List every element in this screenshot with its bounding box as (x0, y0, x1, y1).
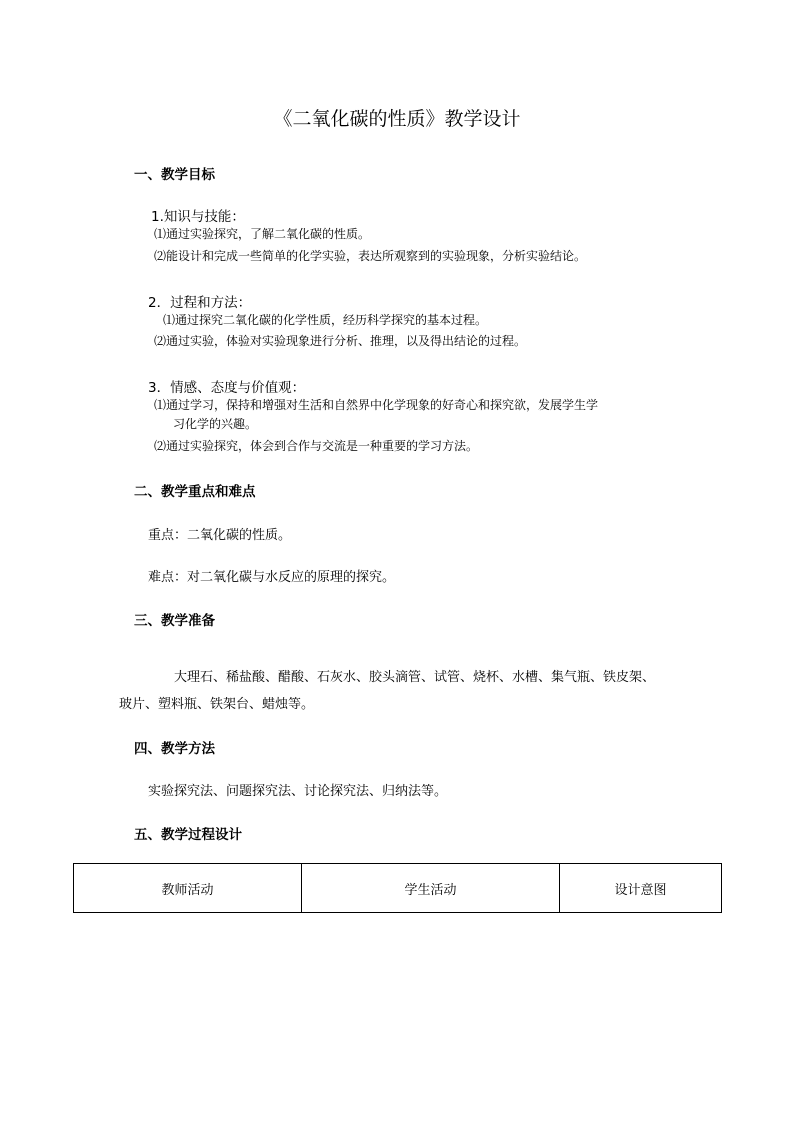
objective-item: ⑵通过实验，体验对实验现象进行分析、推理，以及得出结论的过程。 (154, 334, 527, 348)
table-header-row (74, 864, 722, 913)
document-title: 《二氧化碳的性质》教学设计 (273, 108, 521, 130)
objective-item: ⑴通过学习，保持和增强对生活和自然界中化学现象的好奇心和探究欲，发展学生学 (154, 398, 599, 412)
subsection-knowledge-skills: 1.知识与技能： (151, 209, 245, 225)
objective-item-continuation: 习化学的兴趣。 (173, 417, 258, 431)
process-table (73, 863, 722, 913)
methods-text: 实验探究法、问题探究法、讨论探究法、归纳法等。 (148, 784, 448, 799)
table-header-student: 学生活动 (302, 864, 560, 913)
key-point-text: 重点：二氧化碳的性质。 (148, 528, 292, 543)
section-heading-key-points: 二、教学重点和难点 (134, 484, 256, 500)
table-header-teacher: 教师活动 (74, 864, 302, 913)
section-heading-preparation: 三、教学准备 (134, 613, 215, 629)
objective-item: ⑵通过实验探究，体会到合作与交流是一种重要的学习方法。 (154, 439, 479, 453)
subsection-emotion-values: 3．情感、态度与价值观： (148, 380, 306, 396)
preparation-text-line: 大理石、稀盐酸、醋酸、石灰水、胶头滴管、试管、烧杯、水槽、集气瓶、铁皮架、 (174, 670, 656, 685)
subsection-process-method: 2．过程和方法： (148, 295, 252, 311)
section-heading-methods: 四、教学方法 (134, 741, 215, 757)
section-heading-objectives: 一、教学目标 (134, 167, 215, 183)
objective-item: ⑴通过探究二氧化碳的化学性质，经历科学探究的基本过程。 (163, 313, 488, 327)
preparation-text-line: 玻片、塑料瓶、铁架台、蜡烛等。 (119, 697, 315, 712)
difficulty-text: 难点：对二氧化碳与水反应的原理的探究。 (148, 570, 396, 585)
table-header-intent: 设计意图 (560, 864, 722, 913)
objective-item: ⑵能设计和完成一些简单的化学实验，表达所观察到的实验现象，分析实验结论。 (154, 249, 587, 263)
objective-item: ⑴通过实验探究，了解二氧化碳的性质。 (154, 227, 371, 241)
section-heading-process: 五、教学过程设计 (134, 827, 242, 843)
